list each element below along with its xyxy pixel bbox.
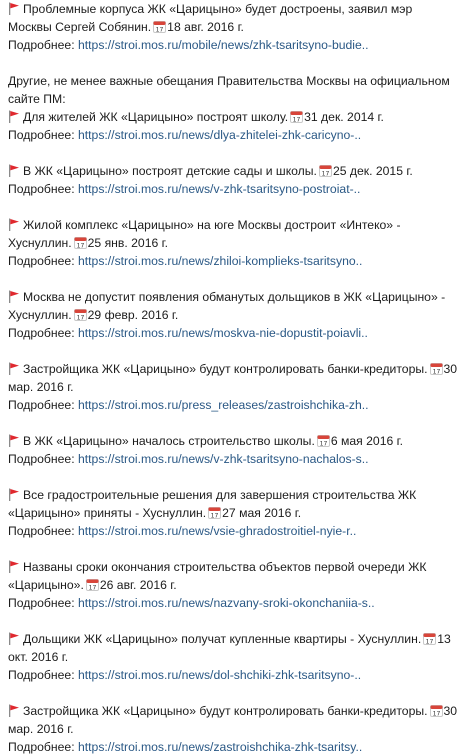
news-headline: [8, 632, 451, 664]
headline-text: В ЖК «Царицыно» построят детские сады и школы.: [23, 164, 317, 178]
more-row: [8, 522, 459, 540]
news-entry: [8, 486, 459, 540]
svg-text:17: 17: [292, 116, 301, 123]
news-link[interactable]: https://stroi.mos.ru/news/moskva-nie-dopustit-poiavli..: [77, 326, 368, 340]
news-link[interactable]: https://stroi.mos.ru/mobile/news/zhk-tsaritsyno-budie..: [77, 38, 369, 52]
news-link[interactable]: https://stroi.mos.ru/news/dol-shchiki-zhk-tsaritsyno-..: [77, 668, 362, 682]
red-flag-icon: [8, 218, 20, 231]
red-flag-icon: [8, 2, 20, 15]
headline-text: Дольщики ЖК «Царицыно» получат купленные квартиры - Хуснуллин.: [23, 632, 422, 646]
calendar-icon: [430, 362, 443, 375]
calendar-icon: [319, 164, 332, 177]
news-date: 27 мая 2016 г.: [222, 506, 302, 520]
news-headline: [8, 2, 412, 34]
svg-text:17: 17: [76, 242, 84, 249]
news-entry: [8, 360, 459, 414]
calendar-icon: [153, 20, 166, 33]
news-date: 31 дек. 2014 г.: [304, 110, 384, 124]
news-entry: [8, 630, 459, 684]
more-row: [8, 126, 459, 144]
news-entry: [8, 558, 459, 612]
news-entry: [8, 702, 459, 756]
calendar-icon: [423, 632, 436, 645]
headline-text: В ЖК «Царицыно» началось строительство школы.: [23, 434, 315, 448]
news-link[interactable]: https://stroi.mos.ru/press_releases/zastroishchika-zh..: [77, 398, 369, 412]
news-entry: [8, 288, 459, 342]
news-headline: [8, 164, 413, 178]
svg-text:17: 17: [321, 170, 330, 177]
svg-text:17: 17: [432, 710, 440, 717]
news-date: 18 авг. 2016 г.: [167, 20, 244, 34]
red-flag-icon: [8, 362, 20, 375]
svg-text:17: 17: [88, 584, 97, 591]
news-headline: [8, 362, 457, 394]
news-link[interactable]: https://stroi.mos.ru/news/vsie-ghradostroitiel-nyie-r..: [77, 524, 357, 538]
red-flag-icon: [8, 632, 20, 645]
red-flag-icon: [8, 704, 20, 717]
intro-paragraph: [8, 72, 459, 108]
news-date: 6 мая 2016 г.: [330, 434, 403, 448]
news-link[interactable]: https://stroi.mos.ru/news/v-zhk-tsaritsyno-nachalos-s..: [77, 452, 369, 466]
headline-text: Застройщика ЖК «Царицыно» будут контролировать банки-кредиторы.: [23, 704, 428, 718]
more-label: Подробнее:: [8, 740, 75, 754]
news-link[interactable]: https://stroi.mos.ru/news/nazvany-sroki-okonchaniia-s..: [77, 596, 375, 610]
more-row: [8, 396, 459, 414]
calendar-icon: [208, 506, 221, 519]
news-headline: [8, 434, 403, 448]
red-flag-icon: [8, 110, 20, 123]
svg-text:17: 17: [76, 314, 84, 321]
headline-text: Все градостроительные решения для завершения строительства ЖК «Царицыно» приняты - Хуснуллин.: [8, 488, 417, 520]
news-date: 25 дек. 2015 г.: [332, 164, 413, 178]
red-flag-icon: [8, 560, 20, 573]
news-entry: [8, 108, 459, 144]
news-link[interactable]: https://stroi.mos.ru/news/zastroishchika-zhk-tsaritsy..: [77, 740, 363, 754]
more-row: [8, 450, 459, 468]
calendar-icon: [290, 110, 303, 123]
headline-text: Для жителей ЖК «Царицыно» построят школу.: [23, 110, 289, 124]
news-headline: [8, 110, 384, 124]
intro-line: сайте ПМ:: [8, 92, 66, 106]
red-flag-icon: [8, 164, 20, 177]
news-date: 25 янв. 2016 г.: [87, 236, 168, 250]
svg-text:17: 17: [319, 440, 328, 447]
more-label: Подробнее:: [8, 38, 75, 52]
calendar-icon: [74, 308, 87, 321]
more-row: [8, 666, 459, 684]
news-link[interactable]: https://stroi.mos.ru/news/dlya-zhitelei-zhk-caricyno-..: [77, 128, 362, 142]
news-headline: [8, 218, 401, 250]
news-list: [8, 108, 459, 756]
more-row: [8, 738, 459, 756]
more-row: [8, 594, 459, 612]
intro-line: Другие, не менее важные обещания Правительства Москвы на официальном: [8, 74, 450, 88]
more-label: Подробнее:: [8, 254, 75, 268]
more-label: Подробнее:: [8, 452, 75, 466]
more-label: Подробнее:: [8, 182, 75, 196]
news-date: 29 февр. 2016 г.: [87, 308, 179, 322]
more-row: [8, 180, 459, 198]
news-date: 13 окт. 2016 г.: [8, 632, 451, 664]
red-flag-icon: [8, 434, 20, 447]
svg-text:17: 17: [425, 638, 434, 645]
more-row: [8, 324, 459, 342]
more-label: Подробнее:: [8, 326, 75, 340]
svg-text:17: 17: [155, 26, 164, 33]
more-label: Подробнее:: [8, 668, 75, 682]
news-entry: [8, 0, 459, 54]
news-date: 30 мар. 2016 г.: [8, 704, 458, 736]
more-label: Подробнее:: [8, 524, 75, 538]
red-flag-icon: [8, 488, 20, 501]
news-entry: [8, 432, 459, 468]
news-headline: [8, 704, 457, 736]
more-label: Подробнее:: [8, 398, 75, 412]
svg-text:17: 17: [210, 512, 219, 519]
news-link[interactable]: https://stroi.mos.ru/news/v-zhk-tsaritsyno-postroiat-..: [77, 182, 361, 196]
more-label: Подробнее:: [8, 128, 75, 142]
news-headline: [8, 488, 416, 520]
calendar-icon: [74, 236, 87, 249]
news-headline: [8, 560, 426, 592]
headline-text: Названы сроки окончания строительства объектов первой очереди ЖК «Царицыно».: [8, 560, 427, 592]
news-entry: [8, 216, 459, 270]
more-label: Подробнее:: [8, 596, 75, 610]
more-row: [8, 252, 459, 270]
headline-text: Москва не допустит появления обманутых дольщиков в ЖК «Царицыно» - Хуснуллин.: [8, 290, 446, 322]
news-link[interactable]: https://stroi.mos.ru/news/zhiloi-komplieks-tsaritsyno..: [77, 254, 363, 268]
calendar-icon: [430, 704, 443, 717]
headline-text: Проблемные корпуса ЖК «Царицыно» будет достроены, заявил мэр Москвы Сергей Собянин.: [8, 2, 413, 34]
news-date: 26 авг. 2016 г.: [99, 578, 177, 592]
headline-text: Застройщика ЖК «Царицыно» будут контролировать банки-кредиторы.: [23, 362, 428, 376]
more-row: [8, 36, 459, 54]
calendar-icon: [317, 434, 330, 447]
news-entry: [8, 162, 459, 198]
headline-text: Жилой комплекс «Царицыно» на юге Москвы достроит «Интеко» - Хуснуллин.: [8, 218, 401, 250]
calendar-icon: [86, 578, 99, 591]
red-flag-icon: [8, 290, 20, 303]
news-headline: [8, 290, 445, 322]
news-date: 30 мар. 2016 г.: [8, 362, 458, 394]
svg-text:17: 17: [432, 368, 440, 375]
